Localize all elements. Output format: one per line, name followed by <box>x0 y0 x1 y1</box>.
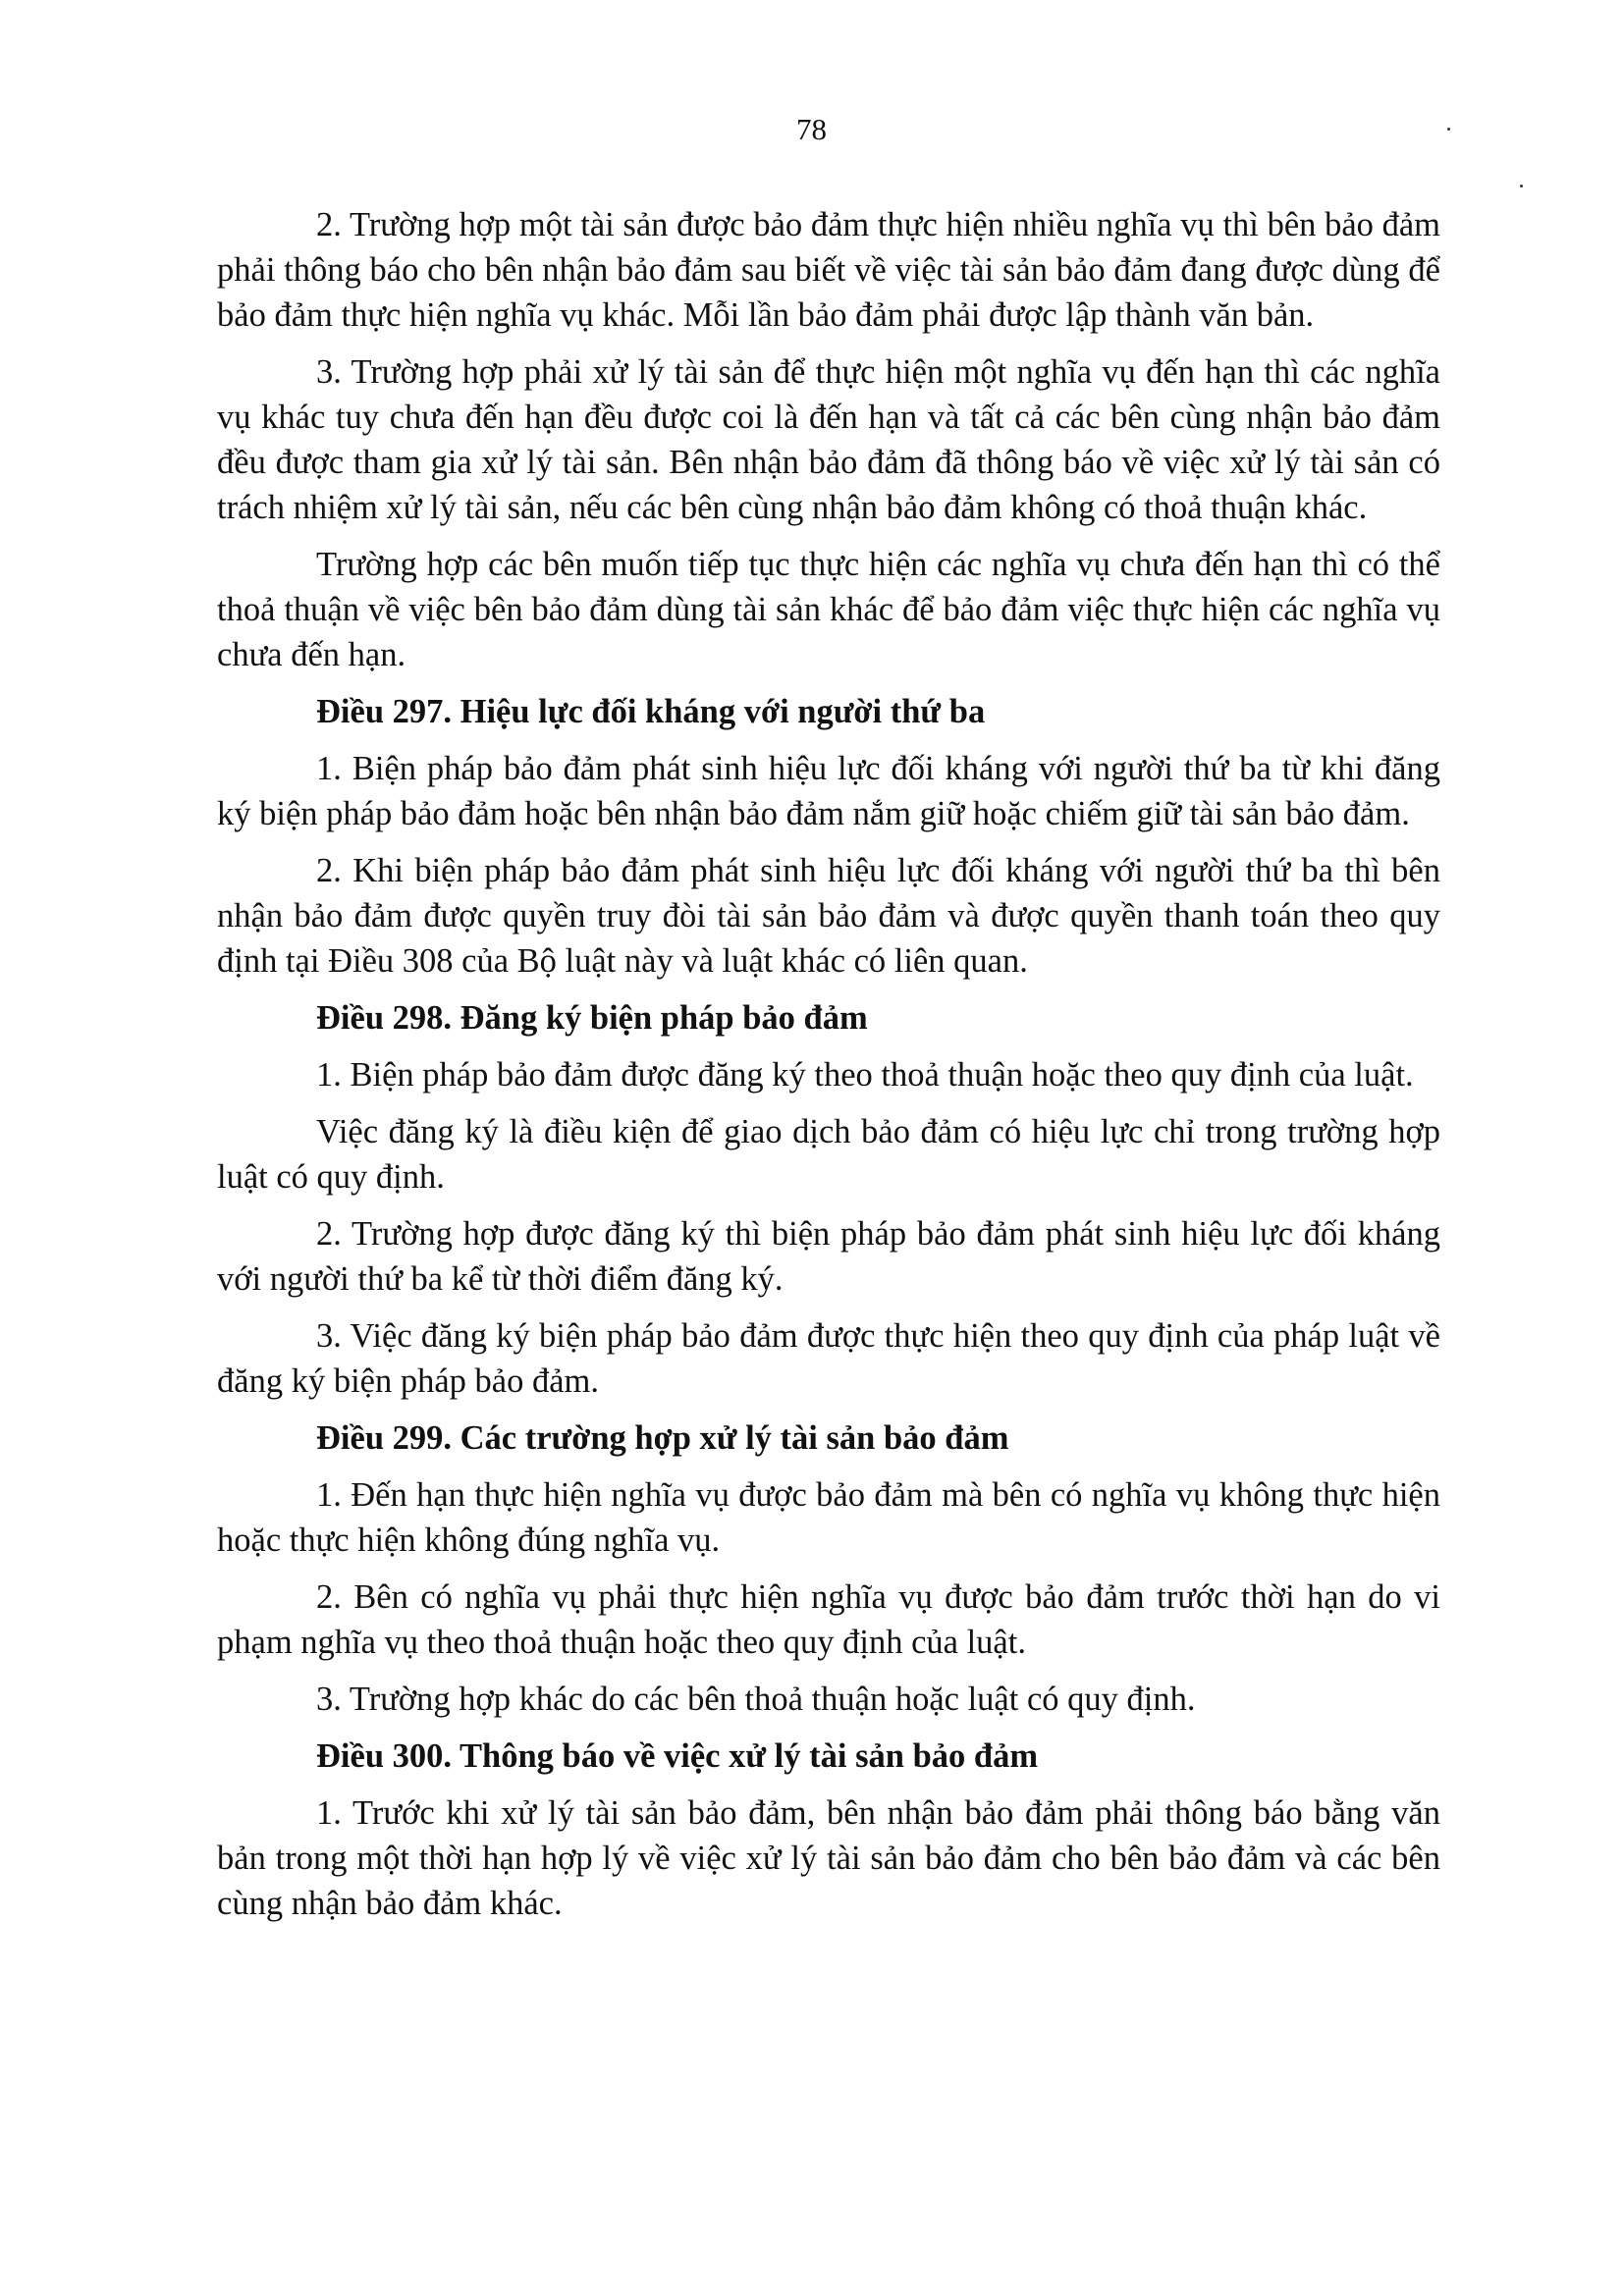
scan-speck <box>1520 185 1523 187</box>
document-body <box>217 202 1440 1938</box>
article-heading-298: Điều 298. Đăng ký biện pháp bảo đảm <box>316 999 868 1037</box>
paragraph: 3. Việc đăng ký biện pháp bảo đảm được thực hiện theo quy định của pháp luật về đăng ký biện pháp bảo đảm. <box>217 1317 1440 1400</box>
paragraph: 1. Đến hạn thực hiện nghĩa vụ được bảo đảm mà bên có nghĩa vụ không thực hiện hoặc thực hiện không đúng nghĩa vụ. <box>217 1476 1440 1559</box>
scan-speck <box>1447 128 1450 131</box>
paragraph: 2. Khi biện pháp bảo đảm phát sinh hiệu lực đối kháng với người thứ ba thì bên nhận bảo đảm được quyền truy đòi tài sản bảo đảm và được quyền thanh toán theo quy định tại Điều 308 của Bộ luật này và luật khác có liên quan. <box>217 852 1440 980</box>
page-number: 78 <box>796 112 827 146</box>
paragraph: 2. Bên có nghĩa vụ phải thực hiện nghĩa vụ được bảo đảm trước thời hạn do vi phạm nghĩa vụ theo thoả thuận hoặc theo quy định của luật. <box>217 1578 1440 1661</box>
paragraph: 3. Trường hợp phải xử lý tài sản để thực hiện một nghĩa vụ đến hạn thì các nghĩa vụ khác tuy chưa đến hạn đều được coi là đến hạn và tất cả các bên cùng nhận bảo đảm đều được tham gia xử lý tài sản. Bên nhận bảo đảm đã thông báo về việc xử lý tài sản có trách nhiệm xử lý tài sản, nếu các bên cùng nhận bảo đảm không có thoả thuận khác. <box>217 353 1440 526</box>
paragraph: 3. Trường hợp khác do các bên thoả thuận hoặc luật có quy định. <box>316 1681 1196 1718</box>
article-heading-300: Điều 300. Thông báo về việc xử lý tài sản bảo đảm <box>316 1737 1039 1775</box>
article-heading-299: Điều 299. Các trường hợp xử lý tài sản bảo đảm <box>316 1419 1009 1457</box>
paragraph: Việc đăng ký là điều kiện để giao dịch bảo đảm có hiệu lực chỉ trong trường hợp luật có quy định. <box>217 1113 1440 1196</box>
paragraph: 2. Trường hợp một tài sản được bảo đảm thực hiện nhiều nghĩa vụ thì bên bảo đảm phải thông báo cho bên nhận bảo đảm sau biết về việc tài sản bảo đảm đang được dùng để bảo đảm thực hiện nghĩa vụ khác. Mỗi lần bảo đảm phải được lập thành văn bản. <box>217 206 1440 334</box>
paragraph: Trường hợp các bên muốn tiếp tục thực hiện các nghĩa vụ chưa đến hạn thì có thể thoả thuận về việc bên bảo đảm dùng tài sản khác để bảo đảm việc thực hiện các nghĩa vụ chưa đến hạn. <box>217 546 1440 673</box>
paragraph: 1. Biện pháp bảo đảm phát sinh hiệu lực đối kháng với người thứ ba từ khi đăng ký biện pháp bảo đảm hoặc bên nhận bảo đảm nắm giữ hoặc chiếm giữ tài sản bảo đảm. <box>217 750 1440 832</box>
paragraph: 2. Trường hợp được đăng ký thì biện pháp bảo đảm phát sinh hiệu lực đối kháng với người thứ ba kể từ thời điểm đăng ký. <box>217 1215 1440 1298</box>
paragraph: 1. Trước khi xử lý tài sản bảo đảm, bên nhận bảo đảm phải thông báo bằng văn bản trong một thời hạn hợp lý về việc xử lý tài sản bảo đảm cho bên bảo đảm và các bên cùng nhận bảo đảm khác. <box>217 1794 1440 1922</box>
paragraph: 1. Biện pháp bảo đảm được đăng ký theo thoả thuận hoặc theo quy định của luật. <box>316 1056 1414 1094</box>
article-heading-297: Điều 297. Hiệu lực đối kháng với người thứ ba <box>316 693 986 730</box>
